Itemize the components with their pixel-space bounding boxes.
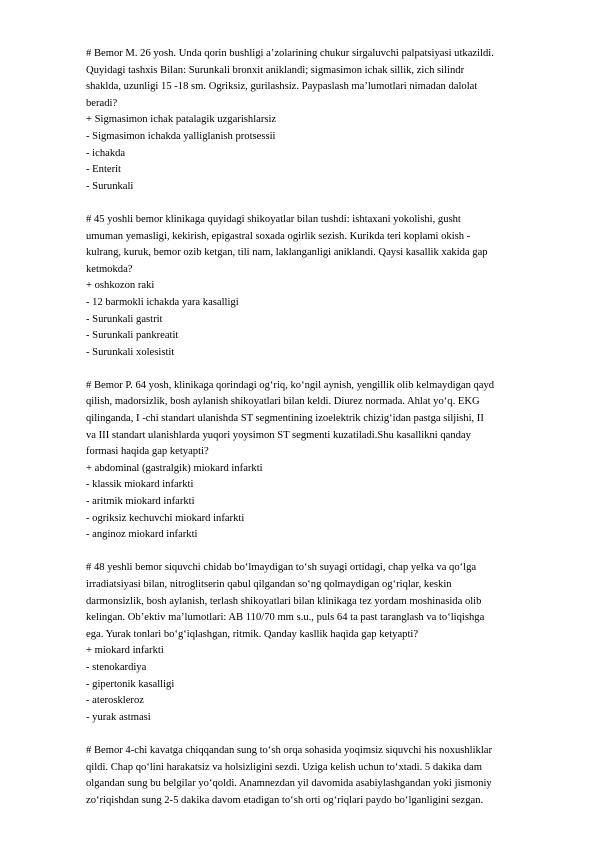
text-line: - Surunkali xolesistit bbox=[86, 346, 175, 358]
text-line: shaklda, uzunligi 15 -18 sm. Ogriksiz, gurilashsiz. Paypaslash ma’lumotlari nimadan dalolat bbox=[86, 81, 478, 93]
text-line: - aritmik miokard infarkti bbox=[86, 496, 195, 508]
text-line: - klassik miokard infarkti bbox=[86, 479, 194, 491]
question-block bbox=[86, 212, 556, 361]
text-line: - Surunkali bbox=[86, 180, 134, 192]
text-line: - gipertonik kasalligi bbox=[86, 678, 175, 690]
text-line: ega. Yurak tonlari bo‘g‘iqlashgan, ritmik. Qanday kasllik haqida gap ketyapti? bbox=[86, 628, 419, 640]
question-block bbox=[86, 378, 556, 544]
text-line: + miokard infarkti bbox=[86, 645, 164, 657]
text-line: - Surunkali gastrit bbox=[86, 313, 163, 325]
text-line: zo‘riqishdan sung 2-5 dakika davom etadigan to‘sh orti og‘riqlari paydo bo‘lganligini sezgan. bbox=[86, 794, 484, 806]
text-line: kulrang, kuruk, bemor ozib ketgan, tili nam, laklanganligi aniklandi. Qaysi kasallik xakida gap bbox=[86, 247, 488, 259]
text-line: - 12 barmokli ichakda yara kasalligi bbox=[86, 296, 239, 308]
text-line: - stenokardiya bbox=[86, 661, 147, 673]
text-line: - Sigmasimon ichakda yalliglanish protsessii bbox=[86, 130, 276, 142]
question-block bbox=[86, 743, 556, 809]
text-line: irradiatsiyasi bilan, nitroglitserin qabul qilgandan so‘ng qolmaydigan og‘riqlar, keskin bbox=[86, 579, 452, 590]
text-line: - ogriksiz kechuvchi miokard infarkti bbox=[86, 512, 245, 524]
question-block bbox=[86, 46, 556, 195]
question-text-line: # 45 yoshli bemor klinikaga quyidagi shikoyatlar bilan tushdi: ishtaxani yokolishi, gusht bbox=[86, 213, 461, 225]
text-line: - Enterit bbox=[86, 164, 122, 176]
text-line: + abdominal (gastralgik) miokard infarkti bbox=[86, 462, 263, 474]
text-line: va III standart ulanishlarda yuqori yoysimon ST segmenti kuzatiladi.Shu kasallikni qanday bbox=[86, 429, 471, 441]
text-line: + oshkozon raki bbox=[86, 280, 155, 292]
text-line: + Sigmasimon ichak patalagik uzgarishlarsiz bbox=[86, 114, 277, 126]
text-line: - ichakda bbox=[86, 147, 126, 159]
text-line: qilish, madorsizlik, bosh aylanish shikoyatlari bilan keldi. Diurez normada. Ahlat yo‘q. EKG bbox=[86, 396, 480, 408]
text-line: - yurak astmasi bbox=[86, 711, 151, 723]
text-line: kelingan. Ob’ektiv ma’lumotlari: AB 110/70 mm s.u., puls 64 ta past taranglash va to‘liqishga bbox=[86, 612, 485, 624]
question-block bbox=[86, 560, 556, 726]
text-line: - anginoz miokard infarkti bbox=[86, 529, 198, 541]
text-line: qilinganda, I -chi standart ulanishda ST segmentining izoelektrik chizig‘idan pastga siljishi, II bbox=[86, 413, 484, 425]
text-line: Quyidagi tashxis Bilan: Surunkali bronxit aniklandi; sigmasimon ichak sillik, zich silindr bbox=[86, 64, 465, 76]
question-text-line: # Bemor M. 26 yosh. Unda qorin bushligi a’zolarining chukur sirgaluvchi palpatsiyasi utkazildi. bbox=[86, 48, 494, 59]
text-line: olgandan sung bu belgilar yo‘qoldi. Anamnezdan yil davomida asabiylashgandan yoki jismoniy bbox=[86, 778, 492, 790]
text-line: - ateroskleroz bbox=[86, 695, 144, 707]
text-line: qildi. Chap qo‘lini harakatsiz va holsizligini sezdi. Uziga kelish uchun to‘xtadi. 5 dakika dam bbox=[86, 761, 482, 773]
text-line: formasi haqida gap ketyapti? bbox=[86, 446, 209, 458]
text-line: ketmokda? bbox=[86, 263, 133, 275]
question-text-line: # 48 yeshli bemor siquvchi chidab bo‘lmaydigan to‘sh suyagi ortidagi, chap yelka va qo‘lga bbox=[86, 562, 477, 574]
question-text-line: # Bemor 4-chi kavatga chiqqandan sung to‘sh orqa sohasida yoqimsiz siquvchi his noxushliklar bbox=[86, 744, 493, 756]
question-text-line: # Bemor P. 64 yosh, klinikaga qorindagi og‘riq, ko‘ngil aynish, yengillik olib kelmaydigan qayd bbox=[86, 379, 495, 391]
text-line: umuman yemasligi, kekirish, epigastral soxada ogirlik sezish. Kurikda teri koplami okish - bbox=[86, 230, 471, 242]
text-line: beradi? bbox=[86, 97, 118, 109]
text-line: darmonsizlik, bosh aylanish, terlash shikoyatlari bilan klinikaga tez yordam moshinasida olib bbox=[86, 595, 482, 607]
text-line: - Surunkali pankreatit bbox=[86, 330, 179, 342]
